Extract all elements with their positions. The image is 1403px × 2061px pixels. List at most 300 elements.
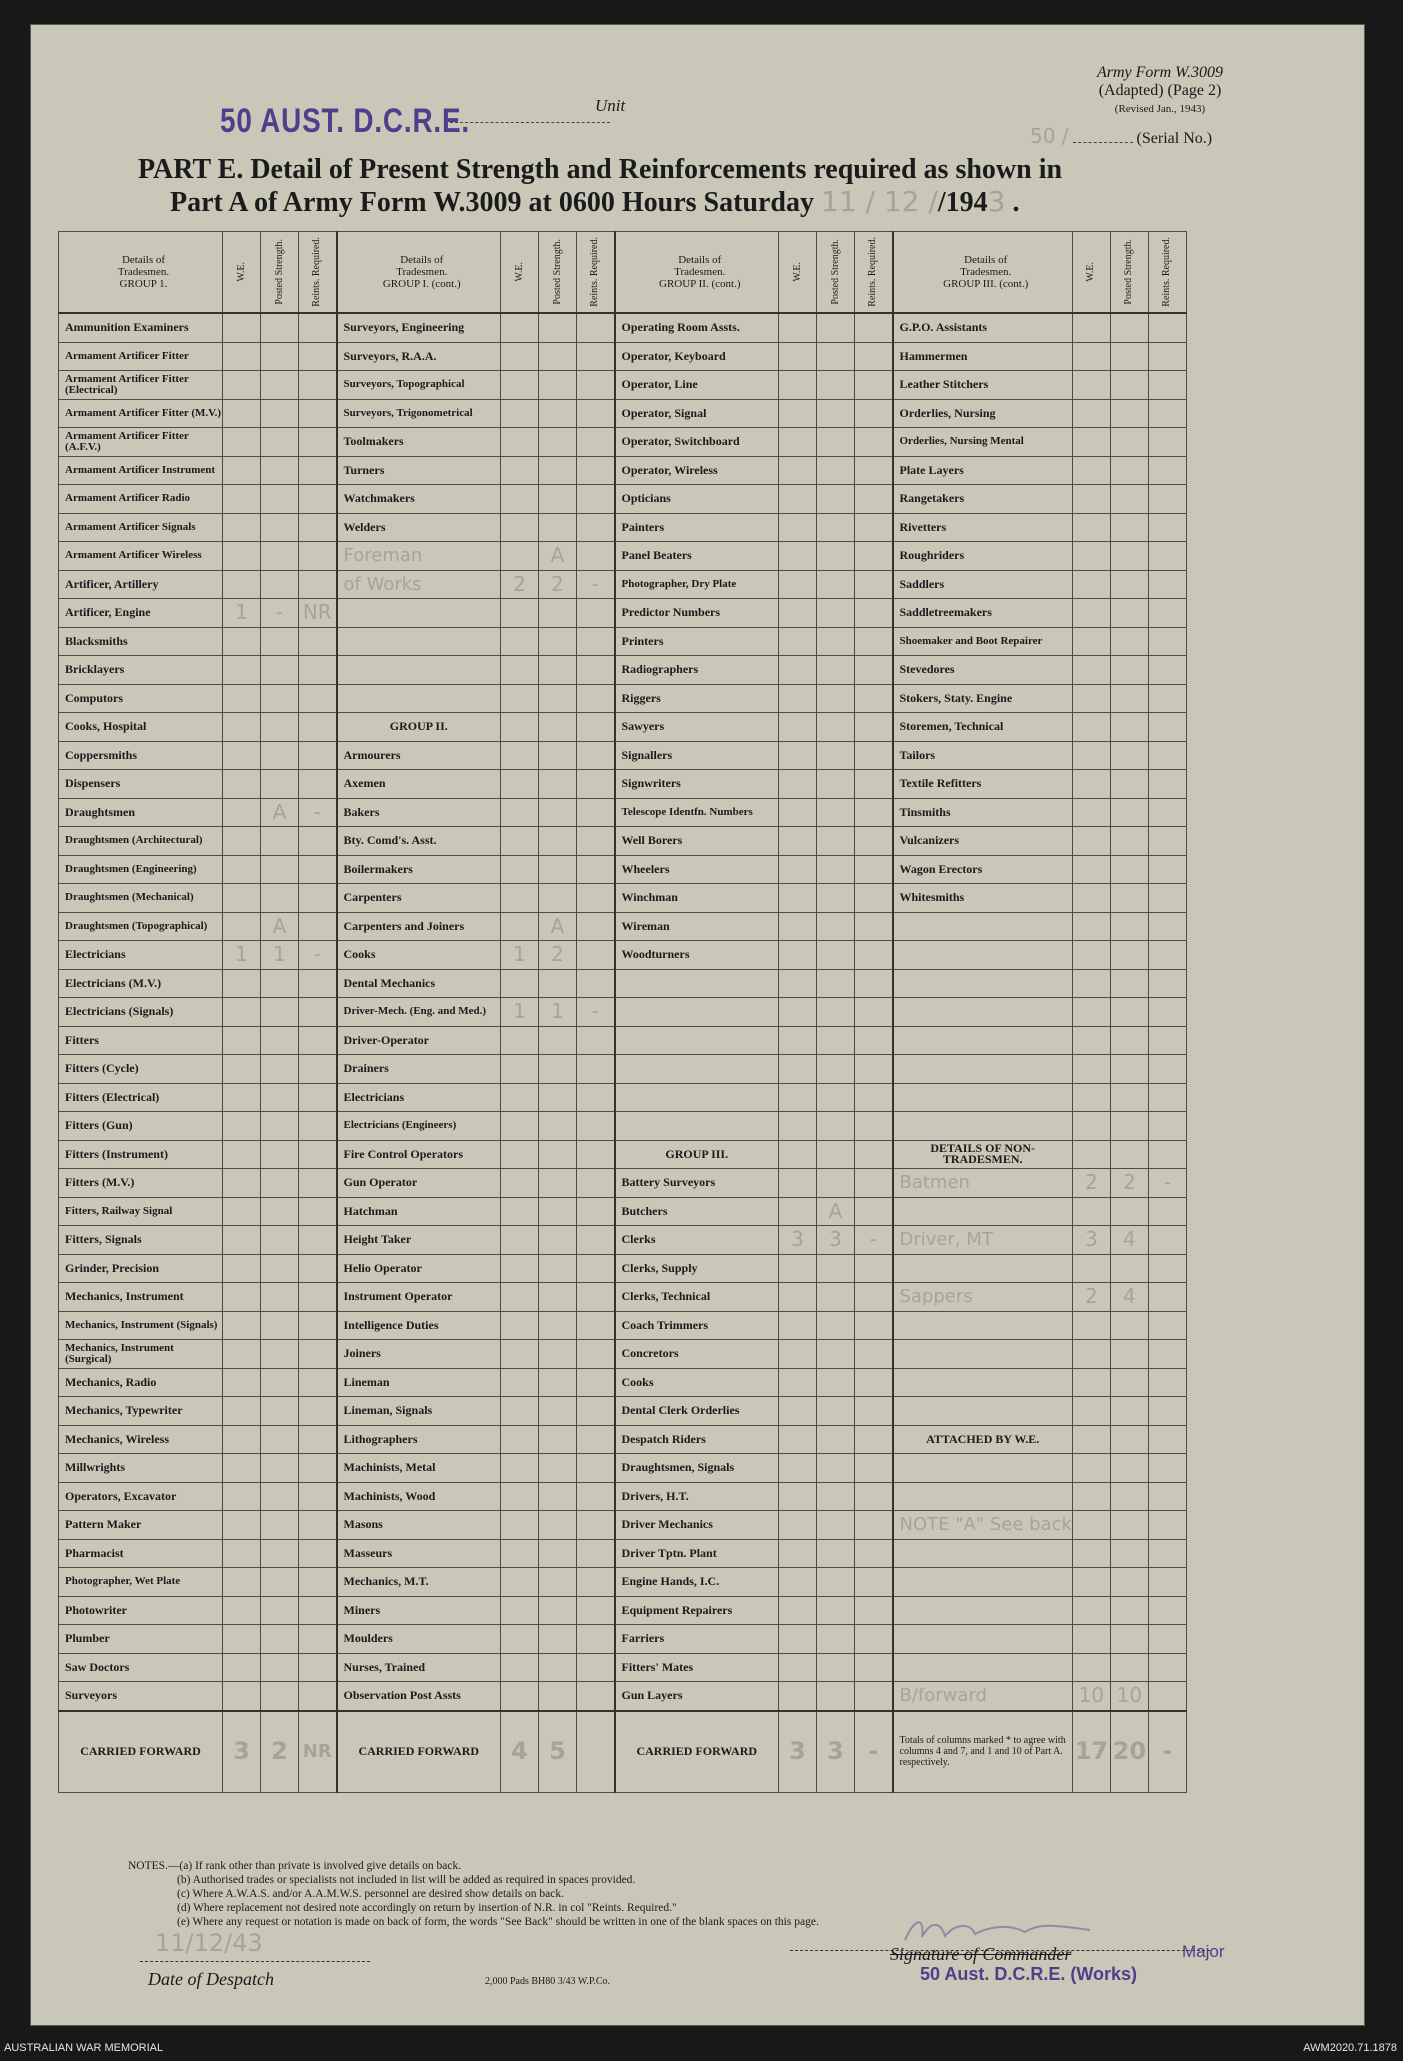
trade-name-cell: Miners: [337, 1596, 501, 1625]
reints-cell: [577, 1254, 615, 1283]
posted-cell: [539, 1482, 577, 1511]
table-row: [59, 1454, 1187, 1483]
col-header-posted: Posted Strength.: [261, 232, 299, 314]
trade-name-cell: Electricians (Engineers): [337, 1112, 501, 1141]
reints-cell: [299, 855, 337, 884]
we-cell: [779, 399, 817, 428]
reints-cell: [577, 1055, 615, 1084]
posted-cell: [817, 1482, 855, 1511]
we-cell: [779, 1083, 817, 1112]
reints-cell: [855, 1625, 893, 1654]
posted-cell: [1110, 855, 1148, 884]
trade-name-cell: Driver-Operator: [337, 1026, 501, 1055]
table-row: [59, 1682, 1187, 1711]
reints-cell: [1148, 428, 1186, 457]
table-row: [59, 1482, 1187, 1511]
posted-cell: [539, 1026, 577, 1055]
posted-cell: [1110, 399, 1148, 428]
trade-name-cell: Driver-Mech. (Eng. and Med.): [337, 998, 501, 1027]
trade-name-cell: Machinists, Wood: [337, 1482, 501, 1511]
reints-cell: [299, 371, 337, 400]
posted-cell: [817, 1112, 855, 1141]
posted-cell: [1110, 570, 1148, 599]
reints-cell: [577, 1283, 615, 1312]
trade-name-cell: Clerks: [615, 1226, 779, 1255]
trade-name-cell: Well Borers: [615, 827, 779, 856]
trade-name-cell: [893, 1596, 1073, 1625]
trade-name-cell: Cooks, Hospital: [59, 713, 223, 742]
reints-cell: [577, 1539, 615, 1568]
posted-cell: [817, 1625, 855, 1654]
trade-name-cell: [893, 1482, 1073, 1511]
reints-cell: [299, 1283, 337, 1312]
posted-cell: [1110, 1482, 1148, 1511]
trade-name-cell: [893, 1026, 1073, 1055]
posted-cell: [261, 371, 299, 400]
reints-cell: [1148, 998, 1186, 1027]
trade-name-cell: Panel Beaters: [615, 542, 779, 571]
reints-cell: [577, 513, 615, 542]
reints-cell: [299, 1596, 337, 1625]
trade-name-cell: Clerks, Technical: [615, 1283, 779, 1312]
posted-cell: [817, 1425, 855, 1454]
trade-name-cell: Grinder, Precision: [59, 1254, 223, 1283]
posted-cell: [1110, 1254, 1148, 1283]
trade-name-cell: Rangetakers: [893, 485, 1073, 514]
reints-cell: [299, 1226, 337, 1255]
trade-name-cell: Artificer, Engine: [59, 599, 223, 628]
we-cell: [223, 1055, 261, 1084]
commander-signature: [900, 1912, 1100, 1948]
we-cell: [1072, 1568, 1110, 1597]
table-row: [59, 827, 1187, 856]
trade-name-cell: Armament Artificer Fitter (Electrical): [59, 371, 223, 400]
we-cell: [1072, 1539, 1110, 1568]
trade-name-cell: Photographer, Dry Plate: [615, 570, 779, 599]
note-e: (e) Where any request or notation is made on back of form, the words "See Back" should be written in one of the blank spaces on this page.: [177, 1916, 819, 1928]
reints-cell: [855, 1511, 893, 1540]
we-cell: [1072, 1397, 1110, 1426]
table-row: [59, 1112, 1187, 1141]
posted-cell: [539, 1055, 577, 1084]
we-cell: [223, 627, 261, 656]
col-header-group1-cont: Details of Tradesmen. GROUP I. (cont.): [337, 232, 501, 314]
posted-cell: [1110, 941, 1148, 970]
we-cell: [223, 1226, 261, 1255]
table-row: [59, 1596, 1187, 1625]
posted-cell: [817, 1140, 855, 1169]
we-cell: [223, 570, 261, 599]
reints-cell: [1148, 599, 1186, 628]
reints-cell: -: [577, 998, 615, 1027]
we-cell: [1072, 313, 1110, 342]
reints-cell: [299, 1682, 337, 1711]
reints-cell: [299, 1140, 337, 1169]
trade-name-cell: Carpenters and Joiners: [337, 912, 501, 941]
posted-cell: [817, 313, 855, 342]
we-cell: [501, 912, 539, 941]
reints-cell: [577, 798, 615, 827]
posted-cell: [261, 1425, 299, 1454]
we-cell: [223, 855, 261, 884]
we-cell: [779, 1311, 817, 1340]
we-cell: [501, 1254, 539, 1283]
posted-cell: [539, 1254, 577, 1283]
reints-cell: [299, 485, 337, 514]
reints-cell: [577, 1511, 615, 1540]
reints-cell: [1148, 371, 1186, 400]
reints-cell: [577, 428, 615, 457]
reints-cell: [1148, 656, 1186, 685]
trade-name-cell: [893, 1625, 1073, 1654]
table-row: [59, 912, 1187, 941]
we-cell: [223, 456, 261, 485]
trade-name-cell: Gun Operator: [337, 1169, 501, 1198]
reints-cell: [299, 342, 337, 371]
posted-cell: [261, 1568, 299, 1597]
we-cell: [223, 827, 261, 856]
reints-cell: -: [855, 1226, 893, 1255]
reints-cell: [299, 1112, 337, 1141]
reints-cell: [855, 1454, 893, 1483]
we-cell: [223, 313, 261, 342]
posted-cell: [261, 713, 299, 742]
we-cell: 1: [501, 998, 539, 1027]
trade-name-cell: G.P.O. Assistants: [893, 313, 1073, 342]
col-header-reints: Reints. Required.: [577, 232, 615, 314]
posted-cell: [1110, 1425, 1148, 1454]
posted-cell: [539, 1226, 577, 1255]
we-cell: [223, 428, 261, 457]
table-row: [59, 599, 1187, 628]
trade-name-cell: Boilermakers: [337, 855, 501, 884]
serial-label: (Serial No.): [1136, 130, 1213, 147]
trade-name-cell: GROUP II.: [337, 713, 501, 742]
we-cell: [1072, 1340, 1110, 1369]
year-handwritten: 3: [987, 185, 1006, 218]
reints-cell: [577, 342, 615, 371]
trade-name-cell: Welders: [337, 513, 501, 542]
reints-cell: [299, 827, 337, 856]
trade-name-cell: Fitters: [59, 1026, 223, 1055]
trade-name-cell: Operator, Wireless: [615, 456, 779, 485]
reints-cell: [1148, 827, 1186, 856]
we-cell: [779, 684, 817, 713]
reints-cell: [299, 684, 337, 713]
reints-cell: [855, 1653, 893, 1682]
trade-name-cell: Observation Post Assts: [337, 1682, 501, 1711]
trade-name-cell: Shoemaker and Boot Repairer: [893, 627, 1073, 656]
reints-cell: [577, 855, 615, 884]
posted-cell: [261, 485, 299, 514]
reints-cell: [299, 998, 337, 1027]
posted-cell: [261, 684, 299, 713]
unit-stamp-footer: 50 Aust. D.C.R.E. (Works): [920, 1964, 1138, 1984]
total-reints: -: [1148, 1711, 1186, 1793]
reints-cell: [1148, 1340, 1186, 1369]
reints-cell: [1148, 1682, 1186, 1711]
we-cell: [501, 713, 539, 742]
posted-cell: [1110, 1596, 1148, 1625]
we-cell: [779, 599, 817, 628]
we-cell: [779, 342, 817, 371]
posted-cell: 1: [539, 998, 577, 1027]
posted-cell: [539, 1682, 577, 1711]
posted-cell: [539, 1311, 577, 1340]
posted-cell: [817, 542, 855, 571]
reints-cell: [855, 456, 893, 485]
trade-name-cell: Intelligence Duties: [337, 1311, 501, 1340]
we-cell: [501, 542, 539, 571]
we-cell: [1072, 1026, 1110, 1055]
reints-cell: [1148, 798, 1186, 827]
posted-cell: 1: [261, 941, 299, 970]
reints-cell: [1148, 1055, 1186, 1084]
trade-name-cell: Fitters, Signals: [59, 1226, 223, 1255]
table-row: [59, 941, 1187, 970]
posted-cell: [261, 1283, 299, 1312]
col-header-posted: Posted Strength.: [539, 232, 577, 314]
we-cell: [223, 1083, 261, 1112]
we-cell: [501, 1026, 539, 1055]
posted-cell: [817, 1682, 855, 1711]
we-cell: [501, 969, 539, 998]
trade-name-cell: [893, 1539, 1073, 1568]
reints-cell: [577, 713, 615, 742]
posted-cell: [817, 599, 855, 628]
reints-cell: [577, 1397, 615, 1426]
posted-cell: [261, 1140, 299, 1169]
we-cell: [223, 1568, 261, 1597]
table-row: [59, 1026, 1187, 1055]
posted-cell: [539, 513, 577, 542]
we-cell: [223, 656, 261, 685]
cf-g1-we: 3: [223, 1711, 261, 1793]
we-cell: [1072, 399, 1110, 428]
title-line-2-row: Part A of Army Form W.3009 at 0600 Hours Saturday 11 / 12 //1943 .: [170, 185, 1020, 218]
we-cell: [223, 713, 261, 742]
posted-cell: [817, 513, 855, 542]
table-row: [59, 1140, 1187, 1169]
trade-name-cell: [893, 1112, 1073, 1141]
we-cell: [1072, 1368, 1110, 1397]
trade-name-cell: Rivetters: [893, 513, 1073, 542]
trade-name-cell: [893, 1397, 1073, 1426]
reints-cell: [1148, 912, 1186, 941]
we-cell: 2: [1072, 1169, 1110, 1198]
we-cell: [779, 656, 817, 685]
posted-cell: A: [817, 1197, 855, 1226]
we-cell: [1072, 713, 1110, 742]
trade-name-cell: Orderlies, Nursing Mental: [893, 428, 1073, 457]
we-cell: [1072, 1511, 1110, 1540]
reints-cell: [1148, 1425, 1186, 1454]
trade-name-cell: Driver Mechanics: [615, 1511, 779, 1540]
trade-name-cell: Leather Stitchers: [893, 371, 1073, 400]
we-cell: [1072, 371, 1110, 400]
reints-cell: [299, 1311, 337, 1340]
reints-cell: [855, 570, 893, 599]
carried-forward-label: CARRIED FORWARD: [615, 1711, 779, 1793]
trade-name-cell: Fitters (Instrument): [59, 1140, 223, 1169]
we-cell: [223, 1454, 261, 1483]
posted-cell: [539, 884, 577, 913]
total-posted: 20: [1110, 1711, 1148, 1793]
table-row: [59, 456, 1187, 485]
col-header-we: W.E.: [779, 232, 817, 314]
reints-cell: [855, 1197, 893, 1226]
reints-cell: [1148, 542, 1186, 571]
posted-cell: 2: [1110, 1169, 1148, 1198]
reints-cell: [855, 627, 893, 656]
trade-name-cell: Mechanics, Instrument (Surgical): [59, 1340, 223, 1369]
posted-cell: [261, 1169, 299, 1198]
we-cell: [501, 1055, 539, 1084]
posted-cell: [817, 741, 855, 770]
serial-value: 50 /: [1030, 124, 1069, 148]
note-d: (d) Where replacement not desired note accordingly on return by insertion of N.R. in col "Reints. Required.": [177, 1902, 677, 1914]
table-row: [59, 798, 1187, 827]
we-cell: [1072, 1482, 1110, 1511]
we-cell: [223, 1340, 261, 1369]
trade-name-cell: Mechanics, Typewriter: [59, 1397, 223, 1426]
table-row: [59, 1653, 1187, 1682]
trade-name-cell: Armament Artificer Signals: [59, 513, 223, 542]
we-cell: [501, 428, 539, 457]
reints-cell: [577, 684, 615, 713]
we-cell: [1072, 1197, 1110, 1226]
trade-name-cell: Cooks: [615, 1368, 779, 1397]
we-cell: [1072, 741, 1110, 770]
trade-name-cell: Saddletreemakers: [893, 599, 1073, 628]
posted-cell: [1110, 1653, 1148, 1682]
reints-cell: [855, 1026, 893, 1055]
trade-name-cell: Fitters (Electrical): [59, 1083, 223, 1112]
reints-cell: [577, 1140, 615, 1169]
posted-cell: [817, 1311, 855, 1340]
we-cell: [501, 1112, 539, 1141]
we-cell: [223, 1511, 261, 1540]
reints-cell: [577, 1454, 615, 1483]
trade-name-cell: Watchmakers: [337, 485, 501, 514]
reints-cell: [577, 627, 615, 656]
reints-cell: [855, 656, 893, 685]
posted-cell: [1110, 969, 1148, 998]
reints-cell: [855, 342, 893, 371]
table-row: [59, 1625, 1187, 1654]
posted-cell: [1110, 313, 1148, 342]
posted-cell: [261, 1539, 299, 1568]
trade-name-cell: [893, 1197, 1073, 1226]
we-cell: [501, 684, 539, 713]
trade-name-cell: Fitters, Railway Signal: [59, 1197, 223, 1226]
trade-name-cell: Draughtsmen (Mechanical): [59, 884, 223, 913]
reints-cell: [1148, 399, 1186, 428]
reints-cell: [1148, 1397, 1186, 1426]
posted-cell: [817, 428, 855, 457]
trade-name-cell: Fitters (Cycle): [59, 1055, 223, 1084]
we-cell: 1: [501, 941, 539, 970]
posted-cell: [1110, 1197, 1148, 1226]
table-row: [59, 1539, 1187, 1568]
table-header-row: [59, 232, 1187, 314]
reints-cell: [855, 542, 893, 571]
posted-cell: [1110, 1539, 1148, 1568]
posted-cell: [1110, 1026, 1148, 1055]
posted-cell: [261, 1311, 299, 1340]
trade-name-cell: Signallers: [615, 741, 779, 770]
posted-cell: [817, 1340, 855, 1369]
reints-cell: [299, 1055, 337, 1084]
we-cell: [779, 1454, 817, 1483]
trade-name-cell: [615, 969, 779, 998]
posted-cell: [261, 998, 299, 1027]
posted-cell: [261, 1026, 299, 1055]
trade-name-cell: Driver, MT: [893, 1226, 1073, 1255]
trade-name-cell: Mechanics, Instrument (Signals): [59, 1311, 223, 1340]
trade-name-cell: [893, 1083, 1073, 1112]
we-cell: [779, 1340, 817, 1369]
posted-cell: [261, 399, 299, 428]
posted-cell: [817, 485, 855, 514]
trade-name-cell: Draughtsmen (Topographical): [59, 912, 223, 941]
trade-name-cell: [893, 941, 1073, 970]
posted-cell: [817, 969, 855, 998]
we-cell: [779, 1368, 817, 1397]
we-cell: [501, 1226, 539, 1255]
reints-cell: [1148, 741, 1186, 770]
trade-name-cell: Machinists, Metal: [337, 1454, 501, 1483]
reints-cell: [855, 884, 893, 913]
we-cell: [1072, 884, 1110, 913]
posted-cell: [261, 456, 299, 485]
posted-cell: [817, 1254, 855, 1283]
reints-cell: [299, 1511, 337, 1540]
we-cell: [1072, 912, 1110, 941]
trade-name-cell: Plumber: [59, 1625, 223, 1654]
we-cell: [223, 969, 261, 998]
posted-cell: [817, 1539, 855, 1568]
posted-cell: [539, 1625, 577, 1654]
reints-cell: [855, 855, 893, 884]
reints-cell: [577, 1568, 615, 1597]
trade-name-cell: Storemen, Technical: [893, 713, 1073, 742]
col-header-group2-cont: Details of Tradesmen. GROUP II. (cont.): [615, 232, 779, 314]
trade-name-cell: [337, 656, 501, 685]
reints-cell: [577, 912, 615, 941]
we-cell: [779, 513, 817, 542]
we-cell: [779, 1425, 817, 1454]
reints-cell: [1148, 1026, 1186, 1055]
posted-cell: [1110, 513, 1148, 542]
trade-name-cell: Gun Layers: [615, 1682, 779, 1711]
we-cell: [779, 1682, 817, 1711]
we-cell: [223, 1254, 261, 1283]
reints-cell: [1148, 1539, 1186, 1568]
posted-cell: [1110, 827, 1148, 856]
posted-cell: [1110, 1311, 1148, 1340]
we-cell: [1072, 485, 1110, 514]
table-row: [59, 741, 1187, 770]
we-cell: [779, 1511, 817, 1540]
reints-cell: [855, 770, 893, 799]
posted-cell: [539, 456, 577, 485]
trade-name-cell: [337, 684, 501, 713]
we-cell: [501, 1311, 539, 1340]
reints-cell: [1148, 1311, 1186, 1340]
title-line-1: PART E. Detail of Present Strength and Reinforcements required as shown in: [138, 154, 1063, 185]
we-cell: [1072, 1311, 1110, 1340]
